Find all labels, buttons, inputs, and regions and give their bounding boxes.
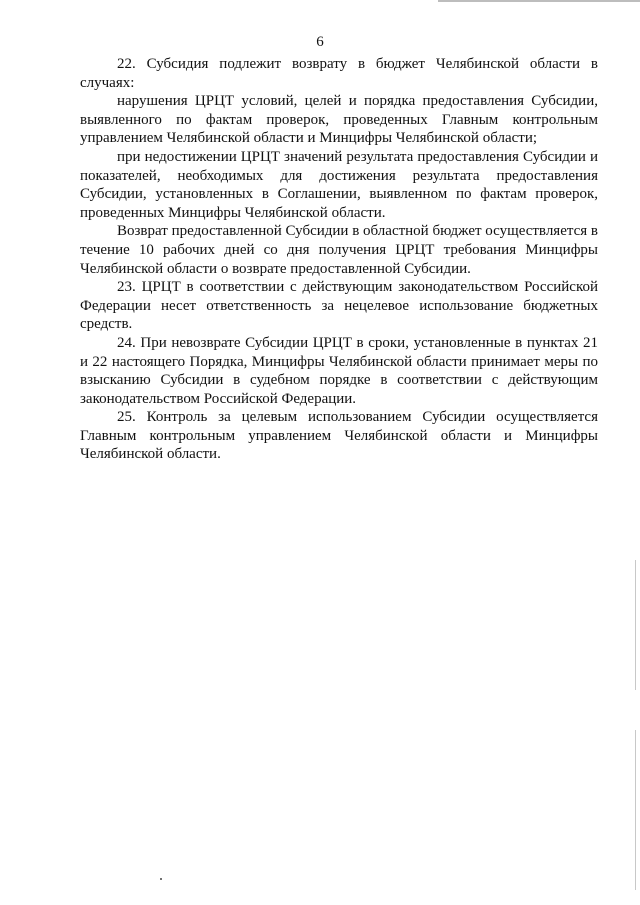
paragraph-22-refund-term: Возврат предоставленной Субсидии в областной бюджет осуществляется в течение 10 рабочих дней со дня получения ЦРЦТ требования Минцифры Челябинской области о возврате предоставленной Субсидии. (80, 223, 598, 277)
scan-speck (160, 878, 162, 880)
page-number: 6 (316, 34, 324, 50)
scan-top-rule (438, 0, 640, 2)
scan-edge-mark (635, 560, 636, 690)
document-body (80, 55, 598, 464)
paragraph-24: 24. При невозврате Субсидии ЦРЦТ в сроки, установленные в пунктах 21 и 22 настоящего Порядка, Минцифры Челябинской области принимает меры по взысканию Субсидии в судебном порядке в соответствии с действующим законодательством Российской Федерации. (80, 334, 598, 407)
paragraph-22-violation: нарушения ЦРЦТ условий, целей и порядка предоставления Субсидии, выявленного по фактам проверок, проведенных Главным контрольным управлением Челябинской области и Минцифры Челябинской области; (80, 93, 598, 147)
paragraph-25: 25. Контроль за целевым использованием Субсидии осуществляется Главным контрольным управлением Челябинской области и Минцифры Челябинской области. (80, 409, 598, 463)
paragraph-22: 22. Субсидия подлежит возврату в бюджет Челябинской области в случаях: (80, 56, 598, 91)
paragraph-22-nonachievement: при недостижении ЦРЦТ значений результата предоставления Субсидии и показателей, необходимых для достижения результата предоставления Субсидии, установленных в Соглашении, выявленном по фактам проверок, проведенных Минцифры Челябинской области. (80, 148, 598, 221)
paragraph-23: 23. ЦРЦТ в соответствии с действующим законодательством Российской Федерации несет ответственность за нецелевое использование бюджетных средств. (80, 279, 598, 333)
scan-edge-mark (635, 730, 636, 890)
